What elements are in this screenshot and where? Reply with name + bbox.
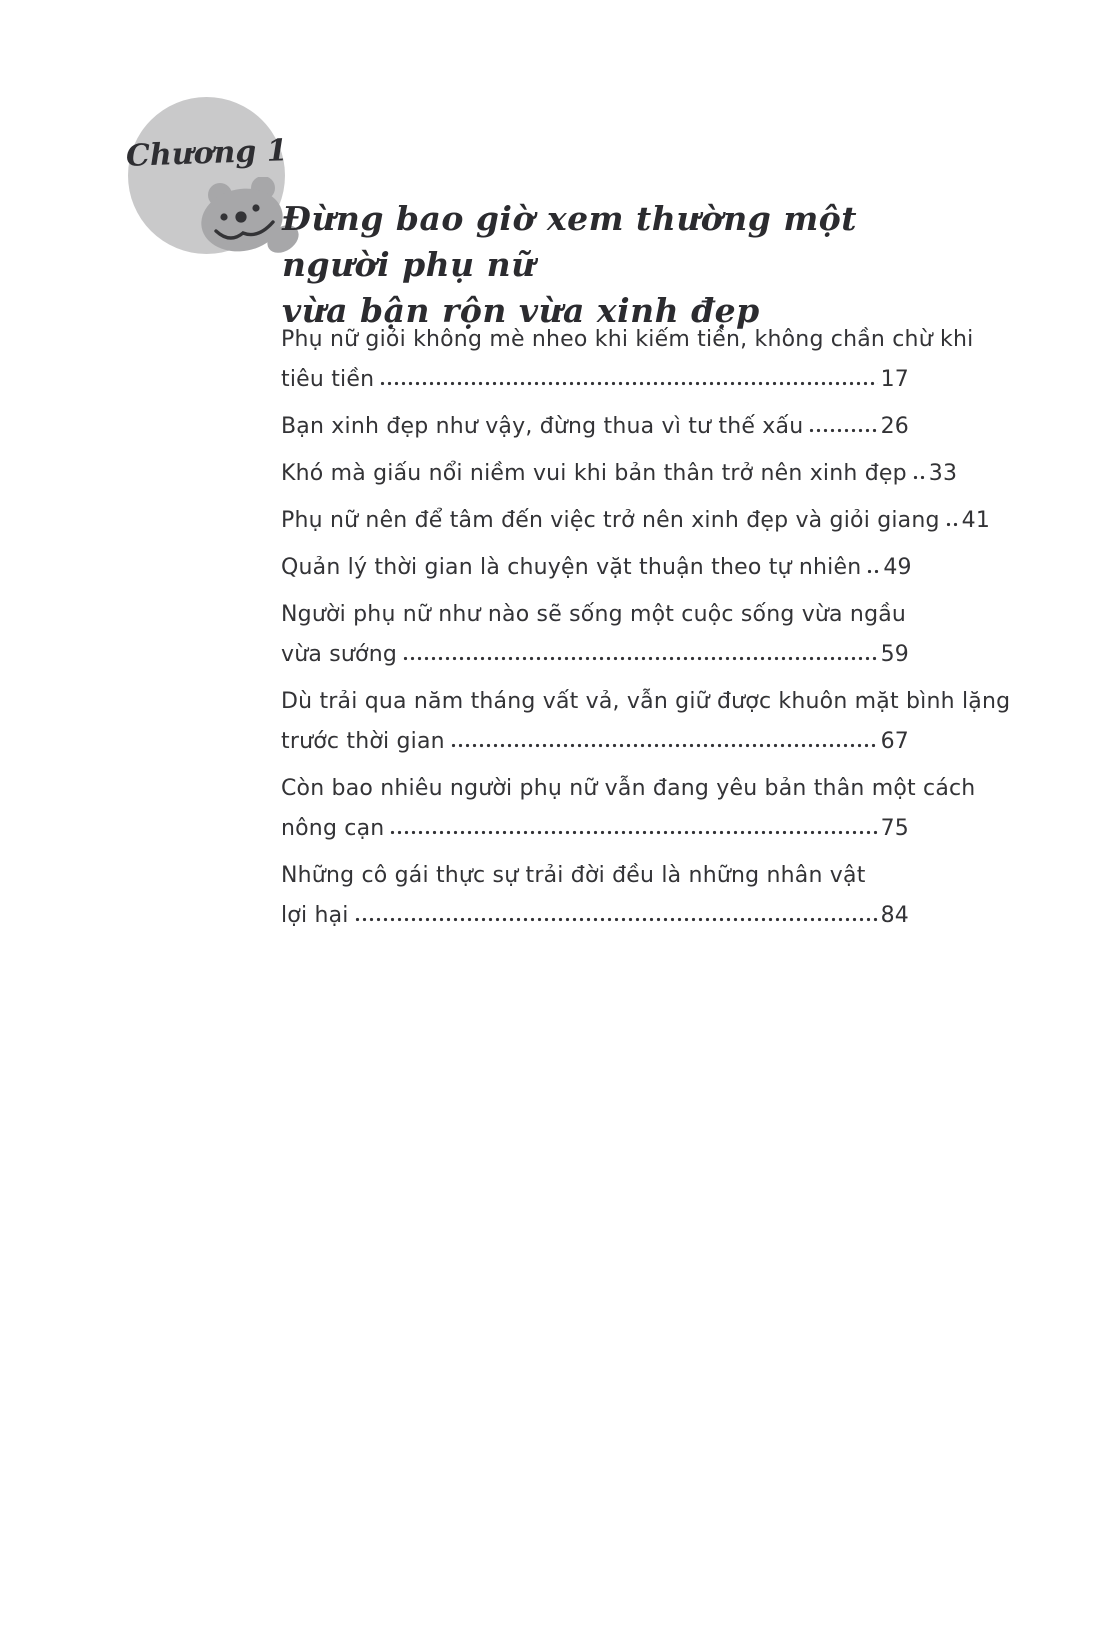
toc-entry-text: nông cạn: [281, 816, 385, 841]
page-number: 26: [880, 414, 909, 439]
toc-entry-text-line1: Còn bao nhiêu người phụ nữ vẫn đang yêu bản thân một cách: [281, 776, 976, 801]
toc-entry: [281, 682, 1011, 762]
chapter-title-line1: Đừng bao giờ xem thường một người phụ nữ: [282, 199, 857, 284]
dot-leader: [808, 428, 877, 433]
dot-leader: [354, 917, 878, 922]
toc-entry-text-line1: Dù trải qua năm tháng vất vả, vẫn giữ được khuôn mặt bình lặng: [281, 689, 1011, 714]
page-number: 59: [880, 642, 909, 667]
chapter-label: Chương 1: [125, 133, 288, 174]
page-number: 67: [880, 729, 909, 754]
dot-leader: [450, 743, 878, 748]
page-number: 17: [880, 367, 909, 392]
toc-entry-text-line1: Người phụ nữ như nào sẽ sống một cuộc sống vừa ngầu: [281, 602, 907, 627]
toc-entry: [281, 501, 991, 541]
dot-leader: [945, 522, 959, 527]
toc-entry: [281, 595, 909, 675]
chapter-title: [282, 196, 962, 334]
toc-entry-text: trước thời gian: [281, 729, 445, 754]
page-number: 84: [880, 903, 909, 928]
page-number: 41: [961, 508, 991, 533]
toc-entry-text: Phụ nữ nên để tâm đến việc trở nên xinh đẹp và giỏi giang: [281, 508, 940, 533]
dot-leader: [379, 381, 877, 386]
toc-entry-text: tiêu tiền: [281, 367, 375, 392]
toc-entry-text-line1: Những cô gái thực sự trải đời đều là những nhân vật: [281, 863, 866, 888]
dot-leader: [402, 656, 878, 661]
toc-entry: [281, 320, 974, 400]
table-of-contents: [281, 320, 1011, 943]
toc-entry-text: vừa sướng: [281, 642, 398, 667]
toc-entry-text: Quản lý thời gian là chuyện vặt thuận theo tự nhiên: [281, 555, 862, 580]
dot-leader: [912, 475, 926, 480]
toc-entry-text: Khó mà giấu nổi niềm vui khi bản thân trở nên xinh đẹp: [281, 461, 907, 486]
toc-entry: [281, 769, 976, 849]
chapter-badge-circle: [125, 97, 288, 254]
dot-leader: [866, 569, 880, 574]
page-number: 33: [928, 461, 958, 486]
page-number: 75: [880, 816, 909, 841]
toc-entry: [281, 548, 912, 588]
toc-entry-text: lợi hại: [281, 903, 349, 928]
toc-entry-text: Bạn xinh đẹp như vậy, đừng thua vì tư thế xấu: [281, 414, 804, 439]
toc-entry: [281, 407, 909, 447]
toc-entry: [281, 856, 909, 936]
chapter-title-line2: vừa bận rộn vừa xinh đẹp: [282, 291, 760, 330]
page-number: 49: [883, 555, 912, 580]
dot-leader: [389, 830, 877, 835]
toc-entry: [281, 454, 958, 494]
toc-entry-text-line1: Phụ nữ giỏi không mè nheo khi kiếm tiền, không chần chừ khi: [281, 327, 974, 352]
